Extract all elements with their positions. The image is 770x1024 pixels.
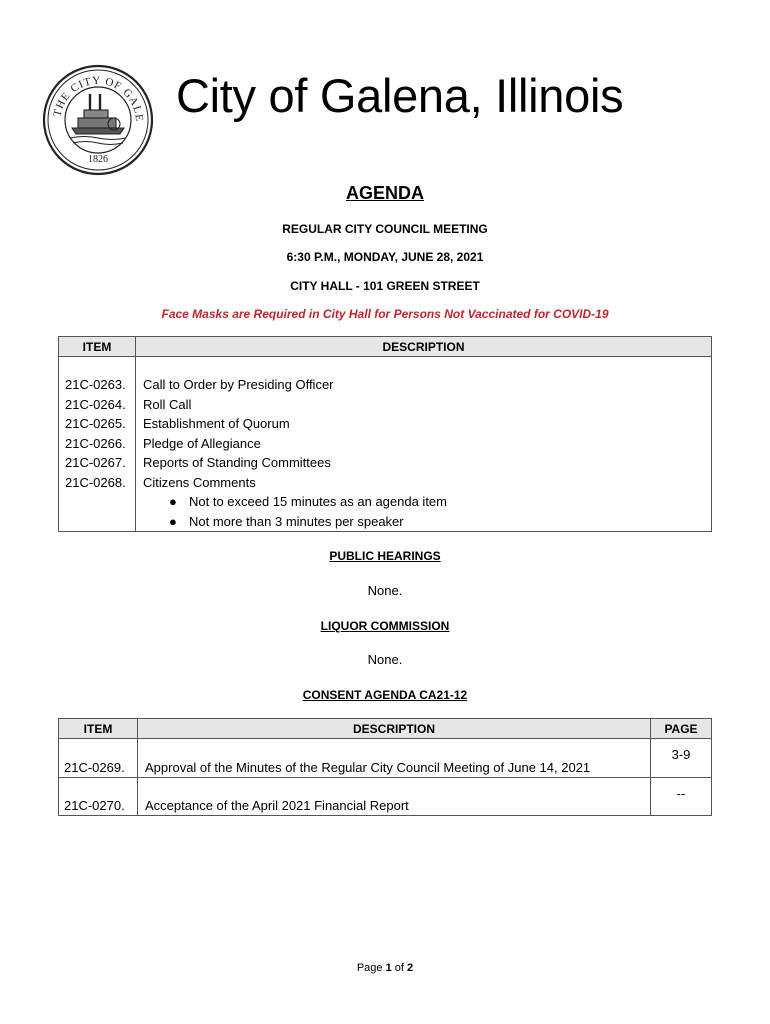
- table-row: [59, 739, 712, 778]
- item-descriptions-cell: [136, 357, 712, 532]
- column-header-description: DESCRIPTION: [138, 719, 651, 739]
- item-description: Pledge of Allegiance: [143, 435, 261, 451]
- bullet-item: ● Not to exceed 15 minutes as an agenda item: [143, 492, 711, 512]
- city-title: City of Galena, Illinois: [176, 69, 624, 122]
- item-number: 21C-0268.: [65, 474, 126, 490]
- item-description: Establishment of Quorum: [143, 416, 290, 431]
- bullet-icon: ●: [169, 513, 177, 529]
- bullet-icon: ●: [169, 494, 177, 509]
- city-seal: [40, 58, 156, 184]
- item-number: 21C-0266.: [65, 435, 126, 451]
- page-total: 2: [407, 962, 414, 974]
- liquor-commission-title: LIQUOR COMMISSION: [320, 619, 450, 633]
- meeting-location: CITY HALL - 101 GREEN STREET: [290, 279, 480, 293]
- meeting-datetime: 6:30 P.M., MONDAY, JUNE 28, 2021: [286, 250, 484, 264]
- table-row: [59, 778, 712, 816]
- agenda-title: AGENDA: [345, 183, 424, 203]
- public-hearings-content: None.: [367, 583, 403, 598]
- item-description: Citizens Comments: [143, 474, 256, 490]
- column-header-item: ITEM: [59, 337, 136, 357]
- item-description: Approval of the Minutes of the Regular City Council Meeting of June 14, 2021: [138, 739, 651, 778]
- agenda-items-table: [58, 336, 712, 532]
- column-header-description: DESCRIPTION: [136, 337, 712, 357]
- item-description: Roll Call: [143, 396, 192, 412]
- column-header-page: PAGE: [651, 719, 712, 739]
- item-number: 21C-0269.: [59, 739, 138, 778]
- item-number: 21C-0270.: [59, 778, 138, 816]
- page-label: Page: [356, 962, 383, 974]
- item-description: Reports of Standing Committees: [143, 455, 331, 470]
- item-number: 21C-0265.: [65, 416, 126, 431]
- item-number: 21C-0264.: [65, 396, 126, 412]
- item-numbers-cell: [59, 357, 136, 532]
- public-hearings-title: PUBLIC HEARINGS: [329, 549, 441, 563]
- mask-notice: Face Masks are Required in City Hall for Persons Not Vaccinated for COVID-19: [161, 307, 609, 321]
- bullet-item: ● Not more than 3 minutes per speaker: [143, 512, 711, 532]
- column-header-item: ITEM: [59, 719, 138, 739]
- seal-year: 1826: [88, 154, 108, 165]
- item-description: Call to Order by Presiding Officer: [143, 377, 334, 392]
- of-label: of: [394, 962, 404, 974]
- consent-agenda-table: [58, 718, 712, 816]
- page-footer: [0, 962, 770, 974]
- meeting-type: REGULAR CITY COUNCIL MEETING: [282, 222, 488, 236]
- page-number: 1: [385, 962, 392, 974]
- seal-text: THE CITY OF GALE: [51, 74, 146, 123]
- item-number: 21C-0267.: [65, 455, 126, 470]
- item-description: Acceptance of the April 2021 Financial Report: [138, 778, 651, 816]
- page-ref: 3-9: [651, 739, 712, 778]
- consent-agenda-title: CONSENT AGENDA CA21-12: [302, 688, 468, 702]
- liquor-commission-content: None.: [367, 652, 403, 667]
- page-ref: --: [651, 778, 712, 816]
- item-number: 21C-0263.: [65, 377, 126, 392]
